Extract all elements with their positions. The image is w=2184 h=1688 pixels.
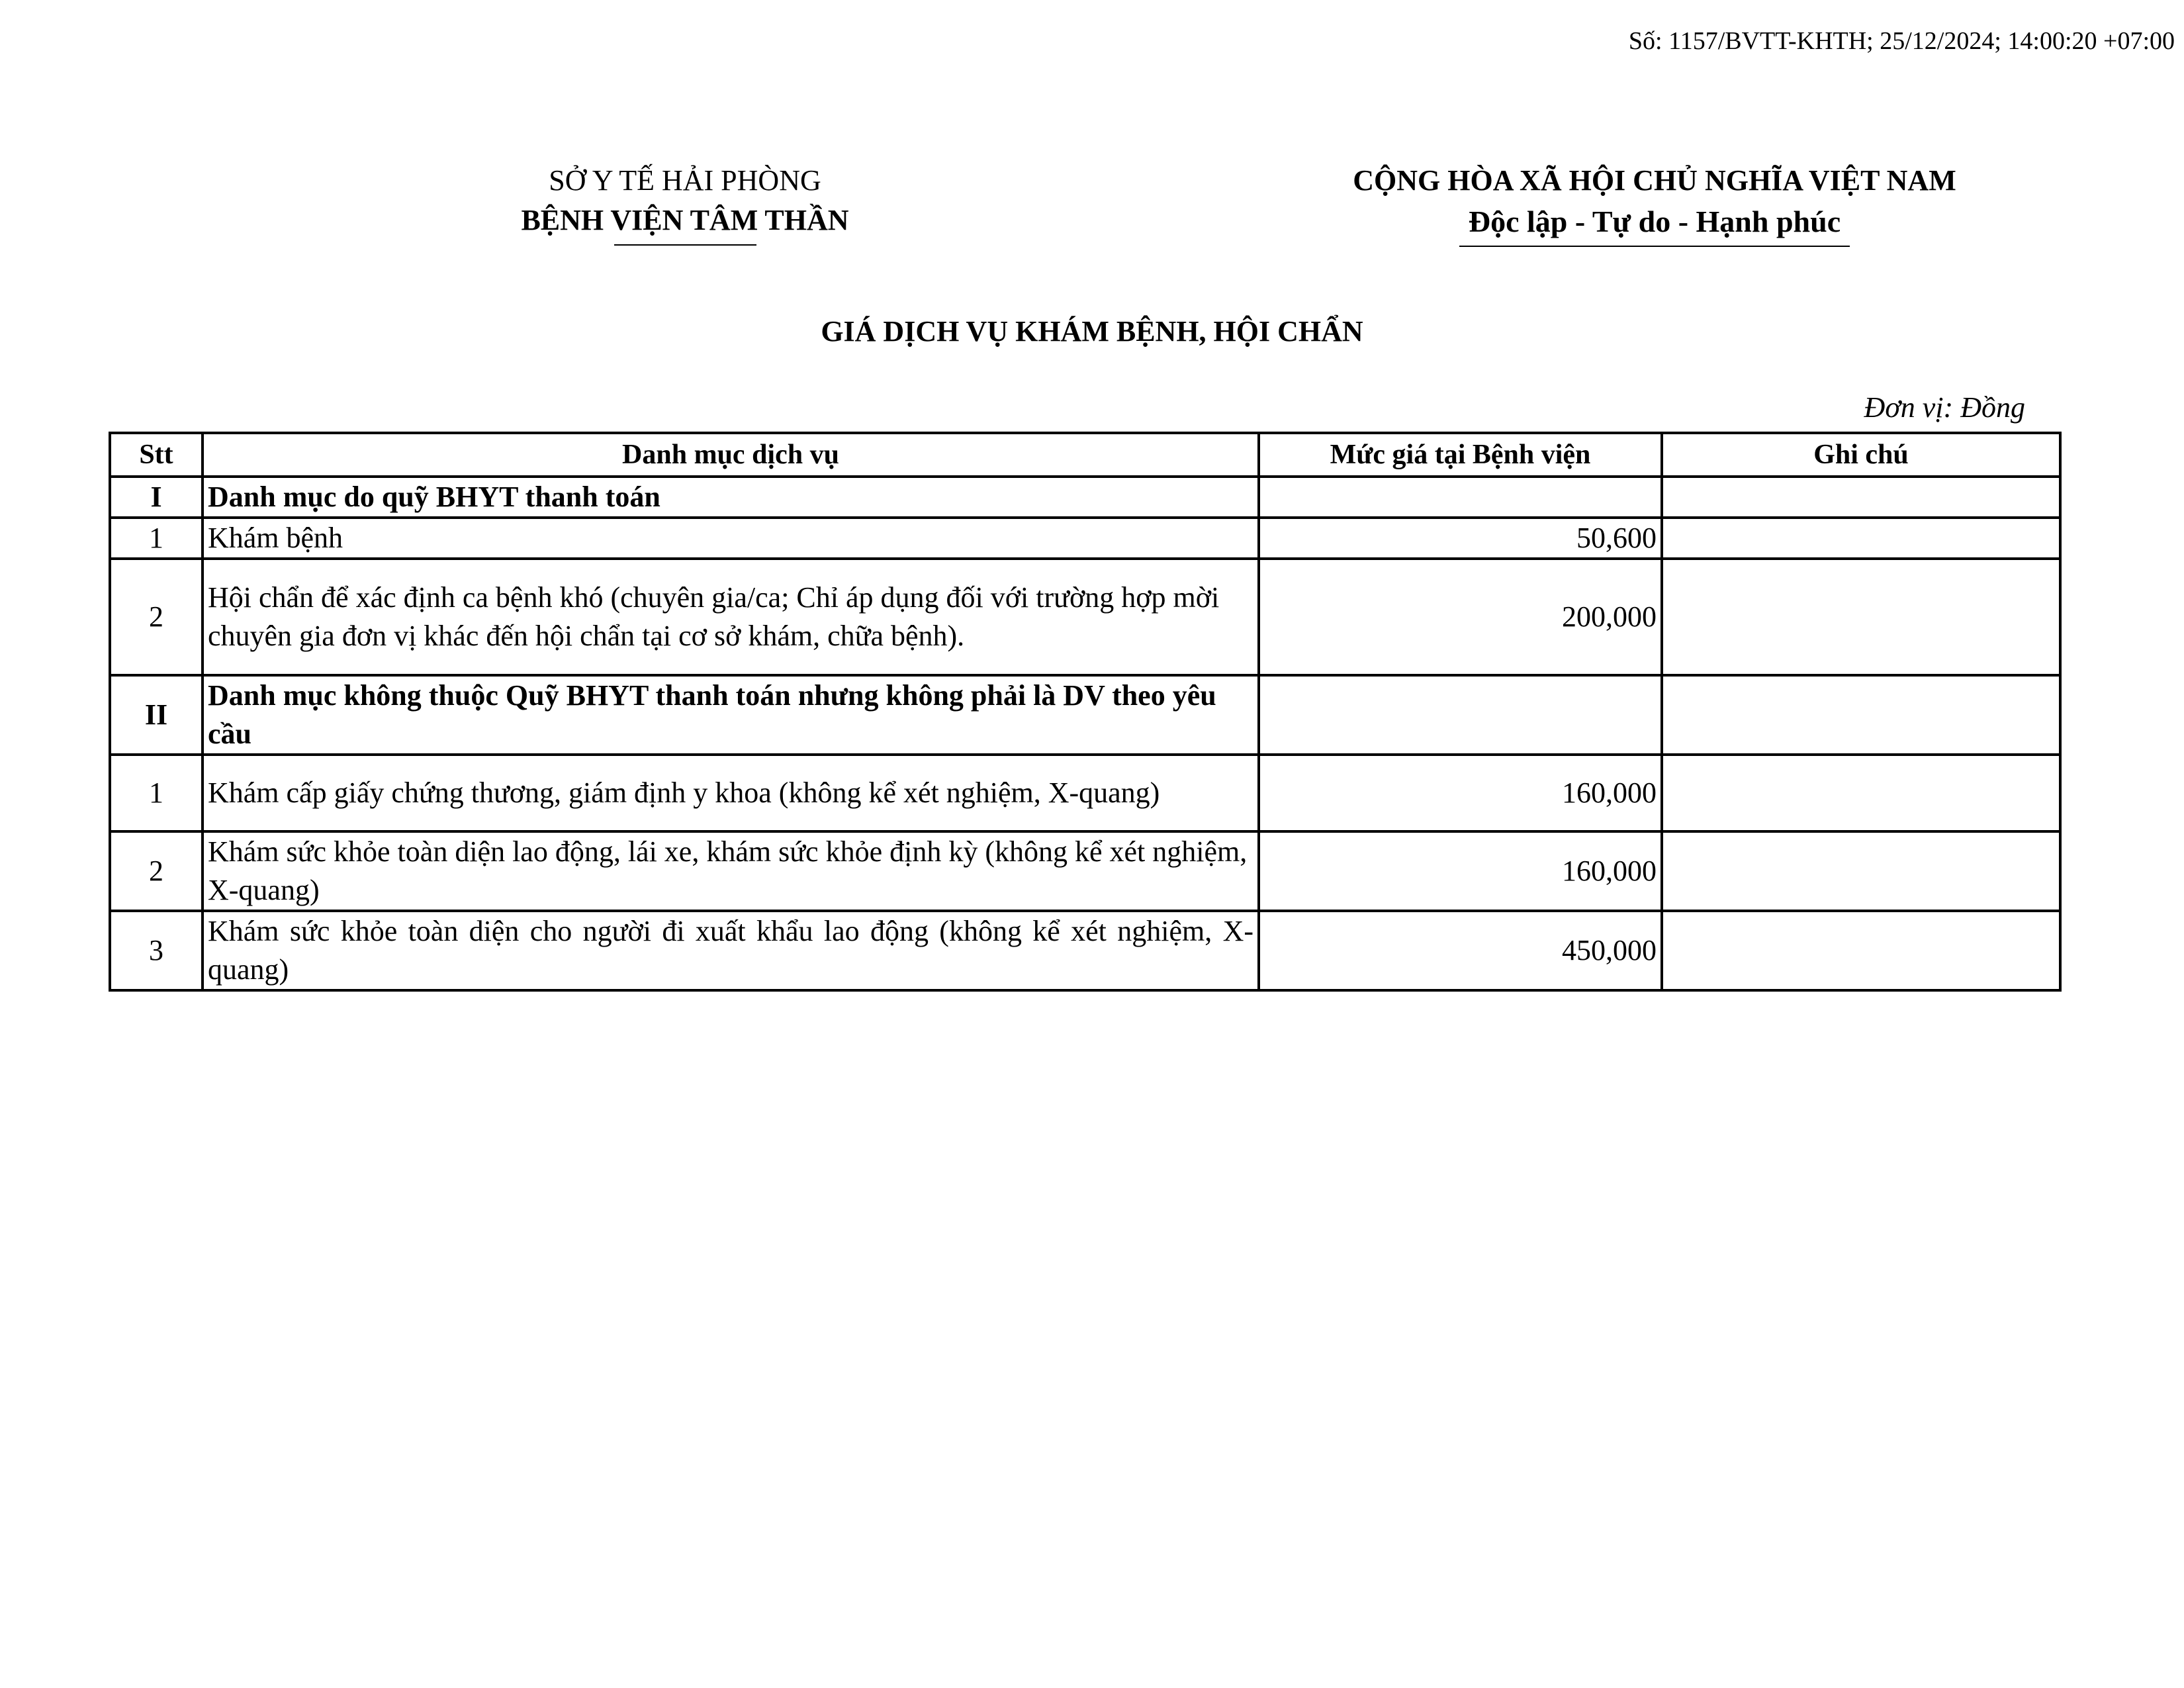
- national-title: CỘNG HÒA XÃ HỘI CHỦ NGHĨA VIỆT NAM: [1353, 164, 1956, 197]
- service-name: Khám sức khỏe toàn diện lao động, lái xe, khám sức khỏe định kỳ (không kể xét nghiệm, X-quang): [203, 831, 1259, 911]
- currency-unit: Đơn vị: Đồng: [1864, 391, 2025, 424]
- national-motto: Độc lập - Tự do - Hạnh phúc: [1468, 205, 1841, 238]
- note-cell: [1662, 559, 2060, 675]
- national-header: [1257, 161, 2052, 247]
- price-cell: 50,600: [1259, 518, 1662, 559]
- table-row: [110, 755, 2060, 831]
- price-table: [109, 432, 2062, 992]
- hospital-name-underline: [614, 244, 756, 246]
- hospital-name: BỆNH VIỆN TÂM THẦN: [521, 204, 849, 236]
- document-number-stamp: Số: 1157/BVTT-KHTH; 25/12/2024; 14:00:20 +07:00: [1628, 27, 2175, 55]
- row-number: 3: [110, 911, 203, 990]
- section-title: Danh mục không thuộc Quỹ BHYT thanh toán nhưng không phải là DV theo yêu cầu: [203, 675, 1259, 755]
- note-cell: [1662, 911, 2060, 990]
- service-name: Khám cấp giấy chứng thương, giám định y khoa (không kể xét nghiệm, X-quang): [203, 755, 1259, 831]
- row-number: 2: [110, 831, 203, 911]
- price-cell: 450,000: [1259, 911, 1662, 990]
- price-cell: 160,000: [1259, 755, 1662, 831]
- section-row: [110, 675, 2060, 755]
- column-header-service: Danh mục dịch vụ: [203, 433, 1259, 477]
- row-number: 1: [110, 518, 203, 559]
- note-cell: [1662, 831, 2060, 911]
- issuer-header: [486, 161, 884, 246]
- section-row: [110, 477, 2060, 518]
- national-motto-underline: [1459, 246, 1850, 247]
- service-name: Khám sức khỏe toàn diện cho người đi xuất khẩu lao động (không kể xét nghiệm, X-quang): [203, 911, 1259, 990]
- note-cell: [1662, 755, 2060, 831]
- row-number: 1: [110, 755, 203, 831]
- note-cell: [1662, 675, 2060, 755]
- table-row: [110, 518, 2060, 559]
- table-row: [110, 559, 2060, 675]
- service-name: Khám bệnh: [203, 518, 1259, 559]
- section-title: Danh mục do quỹ BHYT thanh toán: [203, 477, 1259, 518]
- row-number: 2: [110, 559, 203, 675]
- note-cell: [1662, 518, 2060, 559]
- column-header-stt: Stt: [110, 433, 203, 477]
- note-cell: [1662, 477, 2060, 518]
- column-header-price: Mức giá tại Bệnh viện: [1259, 433, 1662, 477]
- section-number: I: [110, 477, 203, 518]
- price-cell: 160,000: [1259, 831, 1662, 911]
- table-header-row: [110, 433, 2060, 477]
- price-cell: [1259, 477, 1662, 518]
- column-header-note: Ghi chú: [1662, 433, 2060, 477]
- table-row: [110, 911, 2060, 990]
- service-name: Hội chẩn để xác định ca bệnh khó (chuyên gia/ca; Chỉ áp dụng đối với trường hợp mời chuyên gia đơn vị khác đến hội chẩn tại cơ sở khám, chữa bệnh).: [203, 559, 1259, 675]
- table-row: [110, 831, 2060, 911]
- section-number: II: [110, 675, 203, 755]
- department-name: SỞ Y TẾ HẢI PHÒNG: [549, 164, 821, 197]
- price-cell: [1259, 675, 1662, 755]
- price-cell: 200,000: [1259, 559, 1662, 675]
- document-title: GIÁ DỊCH VỤ KHÁM BỆNH, HỘI CHẨN: [821, 315, 1363, 348]
